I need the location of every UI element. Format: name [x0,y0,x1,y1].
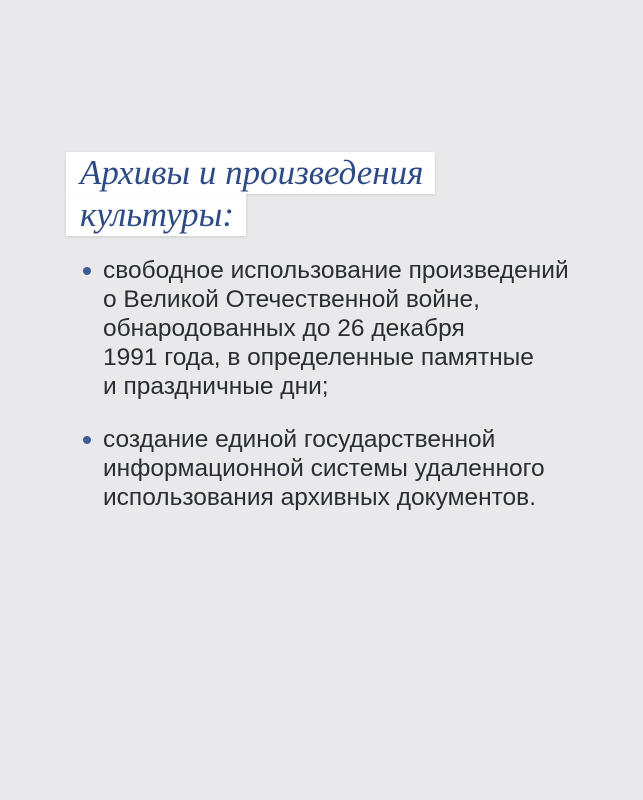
list-item-line: использования архивных документов. [103,484,536,511]
bullet-icon [83,267,91,275]
title-line-2: культуры: [66,194,246,236]
bullet-list [80,256,620,512]
list-item-line: о Великой Отечественной войне, [103,286,480,313]
list-item-line: информационной системы удаленного [103,455,545,482]
list-item [80,256,620,401]
list-item-line: обнародованных до 26 декабря [103,315,465,342]
list-item-line: 1991 года, в определенные памятные [103,344,534,371]
page-title [66,152,435,236]
list-item-line: создание единой государственной [103,426,496,453]
bullet-icon [83,436,91,444]
list-item-line: свободное использование произведений [103,257,569,284]
list-item-line: и праздничные дни; [103,373,329,400]
title-line-1: Архивы и произведения [66,152,435,194]
list-item [80,425,620,512]
